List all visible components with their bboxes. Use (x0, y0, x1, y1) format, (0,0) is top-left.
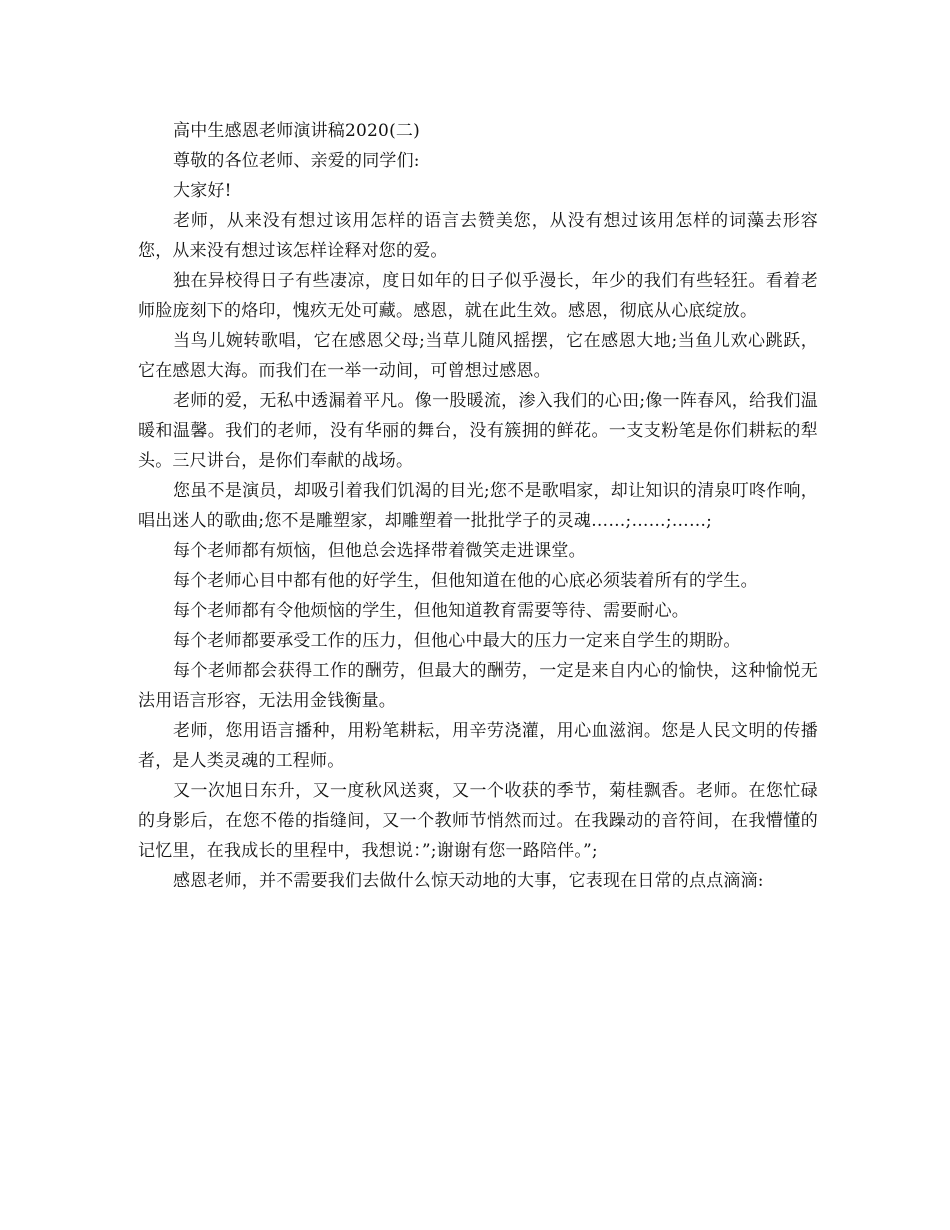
paragraph: 老师，从来没有想过该用怎样的语言去赞美您，从没有想过该用怎样的词藻去形容您，从来没有想过该怎样诠释对您的爱。 (138, 211, 818, 261)
paragraph: 每个老师都有烦恼，但他总会选择带着微笑走进课堂。 (173, 541, 586, 561)
document-body (138, 116, 818, 896)
paragraph: 感恩老师，并不需要我们去做什么惊天动地的大事，它表现在日常的点点滴滴: (173, 871, 764, 891)
paragraph: 每个老师都会获得工作的酬劳，但最大的酬劳，一定是来自内心的愉快，这种愉悦无法用语言形容，无法用金钱衡量。 (138, 661, 818, 711)
paragraph: 每个老师都有令他烦恼的学生，但他知道教育需要等待、需要耐心。 (173, 601, 689, 621)
paragraph: 您虽不是演员，却吸引着我们饥渴的目光;您不是歌唱家，却让知识的清泉叮咚作响，唱出迷人的歌曲;您不是雕塑家，却雕塑着一批批学子的灵魂……;……;……; (138, 481, 818, 531)
paragraph: 又一次旭日东升，又一度秋风送爽，又一个收获的季节，菊桂飘香。老师。在您忙碌的身影后，在您不倦的指缝间，又一个教师节悄然而过。在我躁动的音符间，在我懵懂的记忆里，在我成长的里程中，我想说：”;谢谢有您一路陪伴。”; (138, 781, 818, 861)
document-title: 高中生感恩老师演讲稿2020(二) (173, 121, 420, 141)
paragraph: 老师，您用语言播种，用粉笔耕耘，用辛劳浇灌，用心血滋润。您是人民文明的传播者，是人类灵魂的工程师。 (138, 721, 818, 771)
paragraph: 每个老师心目中都有他的好学生，但他知道在他的心底必须装着所有的学生。 (173, 571, 758, 591)
salutation: 尊敬的各位老师、亲爱的同学们: (173, 151, 420, 171)
paragraph: 老师的爱，无私中透漏着平凡。像一股暖流，渗入我们的心田;像一阵春风，给我们温暖和温馨。我们的老师，没有华丽的舞台，没有簇拥的鲜花。一支支粉笔是你们耕耘的犁头。三尺讲台，是你们奉献的战场。 (138, 391, 818, 471)
paragraph: 独在异校得日子有些凄凉，度日如年的日子似乎漫长，年少的我们有些轻狂。看着老师脸庞刻下的烙印，愧疚无处可藏。感恩，就在此生效。感恩，彻底从心底绽放。 (138, 271, 818, 321)
greeting: 大家好! (173, 181, 232, 201)
paragraph: 每个老师都要承受工作的压力，但他心中最大的压力一定来自学生的期盼。 (173, 631, 741, 651)
paragraph: 当鸟儿婉转歌唱，它在感恩父母;当草儿随风摇摆，它在感恩大地;当鱼儿欢心跳跃，它在感恩大海。而我们在一举一动间，可曾想过感恩。 (138, 331, 818, 381)
